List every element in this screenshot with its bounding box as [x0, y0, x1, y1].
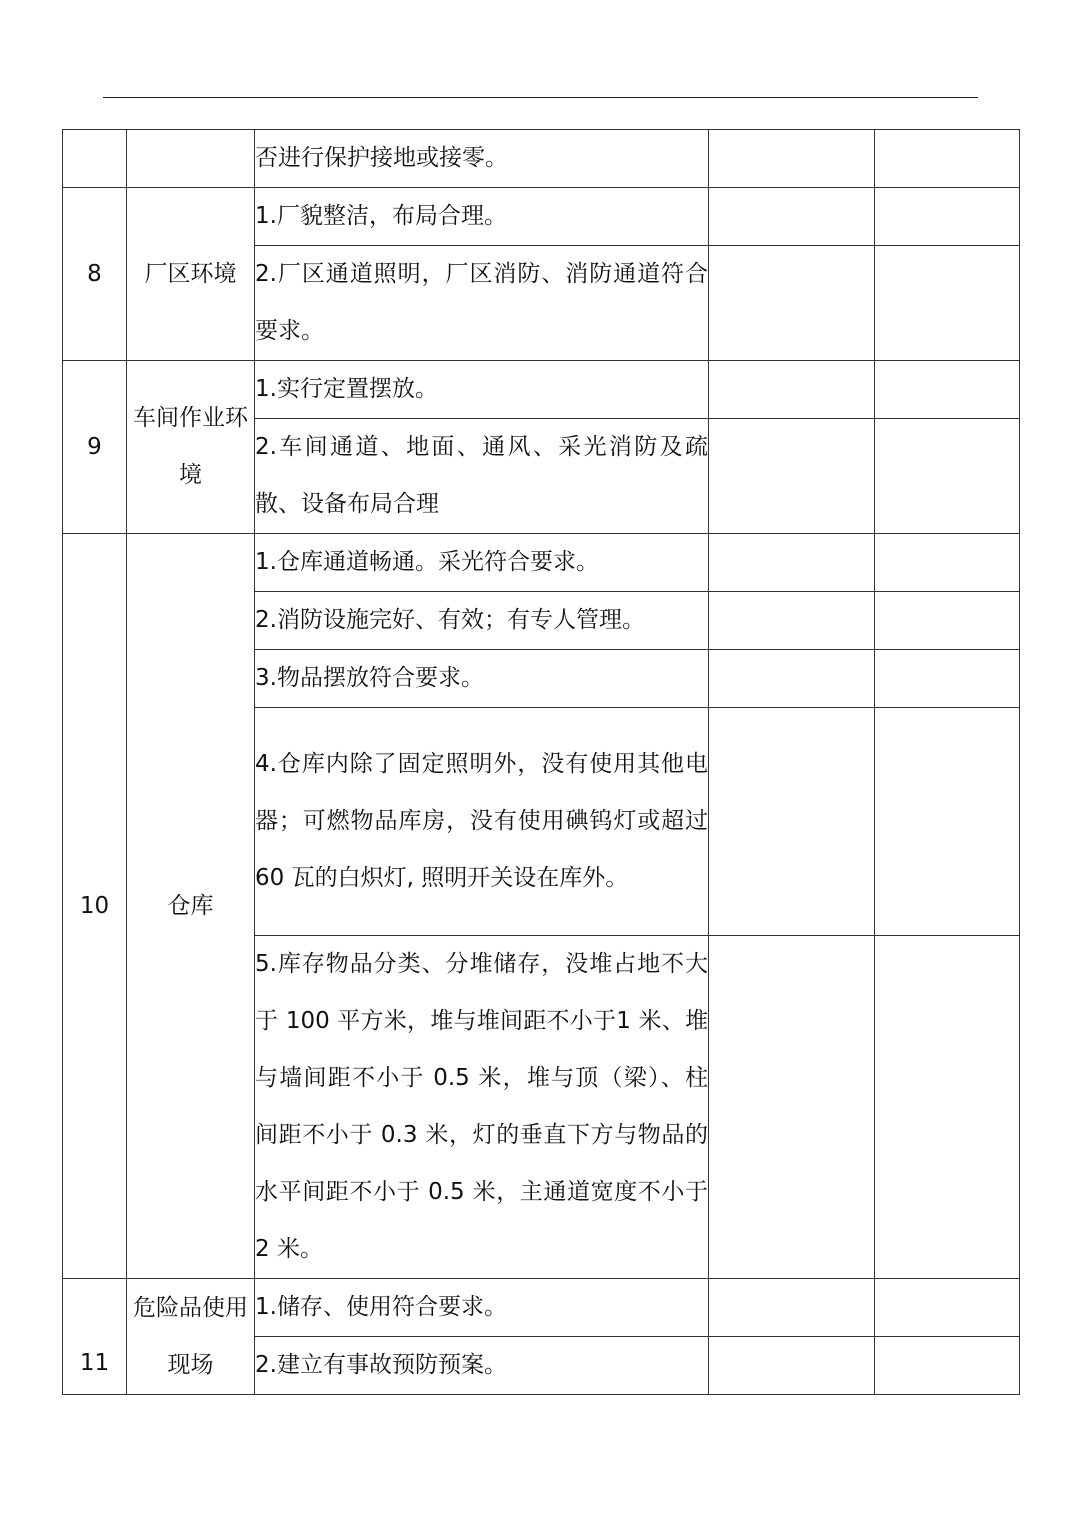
row-content: 1.厂貌整洁，布局合理。: [255, 188, 709, 246]
blank-cell[interactable]: [709, 534, 875, 592]
blank-cell[interactable]: [875, 1279, 1020, 1337]
blank-cell[interactable]: [875, 534, 1020, 592]
blank-cell[interactable]: [875, 1337, 1020, 1395]
header-rule: [103, 97, 978, 98]
row-item: 车间作业环境: [127, 361, 255, 534]
row-content: 否进行保护接地或接零。: [255, 130, 709, 188]
blank-cell[interactable]: [875, 708, 1020, 936]
blank-cell[interactable]: [875, 246, 1020, 361]
row-number: 9: [63, 361, 127, 534]
blank-cell[interactable]: [875, 936, 1020, 1279]
blank-cell[interactable]: [709, 130, 875, 188]
blank-cell[interactable]: [709, 188, 875, 246]
blank-cell[interactable]: [875, 361, 1020, 419]
row-item: 危险品使用现场: [127, 1279, 255, 1395]
table-row: [63, 1279, 1020, 1337]
table-row: [63, 361, 1020, 419]
row-content: 2.消防设施完好、有效；有专人管理。: [255, 592, 709, 650]
blank-cell[interactable]: [709, 592, 875, 650]
blank-cell[interactable]: [875, 650, 1020, 708]
row-item: 仓库: [127, 534, 255, 1279]
table-row: [63, 130, 1020, 188]
row-item: 厂区环境: [127, 188, 255, 361]
row-number: [63, 130, 127, 188]
blank-cell[interactable]: [709, 708, 875, 936]
blank-cell[interactable]: [709, 419, 875, 534]
blank-cell[interactable]: [875, 188, 1020, 246]
row-content: 3.物品摆放符合要求。: [255, 650, 709, 708]
row-number: 8: [63, 188, 127, 361]
blank-cell[interactable]: [875, 419, 1020, 534]
row-number: 11: [63, 1279, 127, 1395]
blank-cell[interactable]: [709, 361, 875, 419]
blank-cell[interactable]: [875, 592, 1020, 650]
row-content: 1.实行定置摆放。: [255, 361, 709, 419]
row-content: 1.仓库通道畅通。采光符合要求。: [255, 534, 709, 592]
blank-cell[interactable]: [709, 650, 875, 708]
row-content: 2.建立有事故预防预案。: [255, 1337, 709, 1395]
blank-cell[interactable]: [709, 1337, 875, 1395]
blank-cell[interactable]: [709, 936, 875, 1279]
blank-cell[interactable]: [875, 130, 1020, 188]
row-content: 5.库存物品分类、分堆储存，没堆占地不大于 100 平方米，堆与堆间距不小于1 米、堆与墙间距不小于 0.5 米，堆与顶（梁）、柱间距不小于 0.3 米，灯的垂直下方与物品的水平间距不小于 0.5 米，主通道宽度不小于 2 米。: [255, 936, 709, 1279]
row-item: [127, 130, 255, 188]
table-row: [63, 188, 1020, 246]
row-content: 2.厂区通道照明，厂区消防、消防通道符合要求。: [255, 246, 709, 361]
table-row: [63, 534, 1020, 592]
row-content: 1.储存、使用符合要求。: [255, 1279, 709, 1337]
row-number: 10: [63, 534, 127, 1279]
blank-cell[interactable]: [709, 1279, 875, 1337]
safety-checklist-table: [62, 129, 1020, 1395]
row-content: 4.仓库内除了固定照明外，没有使用其他电器；可燃物品库房，没有使用碘钨灯或超过 60 瓦的白炽灯, 照明开关设在库外。: [255, 708, 709, 936]
row-content: 2.车间通道、地面、通风、采光消防及疏散、设备布局合理: [255, 419, 709, 534]
blank-cell[interactable]: [709, 246, 875, 361]
